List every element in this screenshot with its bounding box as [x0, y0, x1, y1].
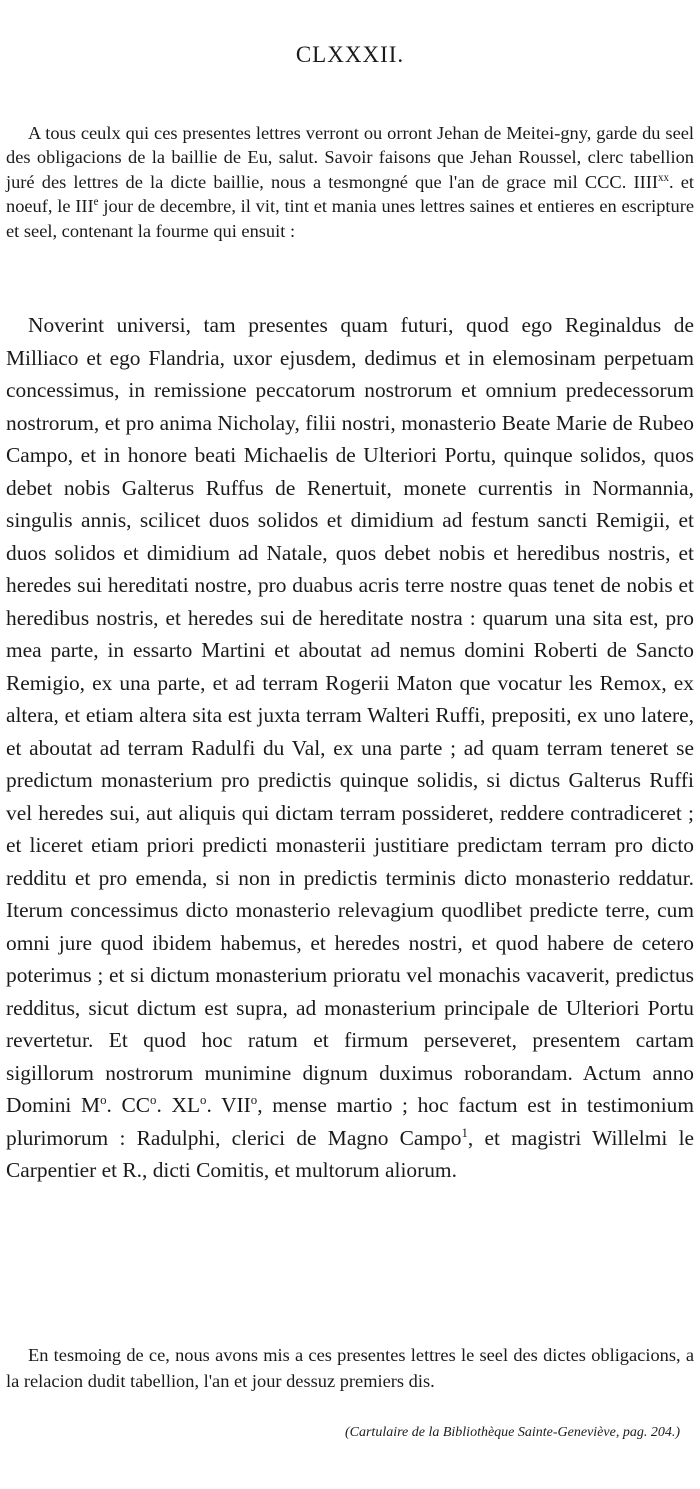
charter-number-heading: CLXXXII.: [295, 42, 405, 67]
source-citation: (Cartulaire de la Bibliothèque Sainte-Geneviève, pag. 204.): [344, 1425, 680, 1440]
superscript: o: [150, 1092, 157, 1107]
text-run: . et noeuf, le: [6, 171, 695, 217]
text-run: . VII: [206, 1093, 251, 1117]
text-run: , mense martio ; hoc factum est in testimonium plurimorum : Radulphi, clerici de Magno Campo: [6, 1093, 694, 1150]
charter-paragraph: [6, 309, 694, 1187]
superscript: xx: [657, 171, 669, 184]
superscript: 1: [461, 1125, 468, 1140]
text-run: . XL: [156, 1093, 201, 1117]
text-run: Noverint universi, tam presentes quam futuri, quod ego Reginaldus de Milliaco et ego Flandria, uxor ejusdem, dedimus et in elemosinam perpetuam concessimus, in remissione peccatorum nostrorum et omnium predecessorum nostrorum, et pro anima Nicholay, filii nostri, monasterio Beate Marie de Rubeo Campo, et in honore beati Michaelis de Ulteriori Portu, quinque solidos, quos debet nobis Galterus Ruffus de Renertuit, monete currentis in Normannia, singulis annis, scilicet duos solidos et dimidium ad festum sancti Remigii, et duos solidos et dimidium ad Natale, quos debet nobis et heredibus nostris, et heredes sui hereditati nostre, pro duabus acris terre nostre quas tenet de nobis et heredibus nostris, et heredes sui de hereditate nostra : quarum una sita est, pro mea parte, in essarto Martini et aboutat ad nemus domini Roberti de Sancto Remigio, ex una parte, et ad terram Rogerii Maton que vocatur les Remox, ex altera, et etiam altera sita est juxta terram Walteri Ruffi, prepositi, ex uno latere, et aboutat ad terram Radulfi du Val, ex una parte ; ad quam terram teneret se predictum monasterium pro predictis quinque solidis, si dictus Galterus Ruffi vel heredes sui, aut aliquis qui dictam terram possideret, reddere contradiceret ; et liceret etiam priori predicti monasterii justitiare predictam terram pro dicto redditu et pro emenda, si non in predictis terminis dicto monasterio reddatur. Iterum concessimus dicto monasterio relevagium quodlibet predicte terre, cum omni jure quod ibidem habemus, et heredes nostri, et quod habere de cetero poterimus ; et si dictum monasterium prioratu vel monachis vacaverit, predictus redditus, sicut dictum est supra, ad monasterium principale de Ulteriori Portu revertetur. Et quod hoc ratum et firmum perseveret, presentem cartam sigillorum nostrorum munimine dignum duximus roborandam. Actum anno Domini M: [6, 313, 694, 1117]
closing-paragraph: En tesmoing de ce, nous avons mis a ces presentes lettres le seel des dictes obligacions, a la relacion dudit tabellion, l'an et jour dessuz premiers dis.: [6, 1345, 694, 1391]
superscript: e: [93, 196, 99, 209]
intro-paragraph: [6, 121, 694, 243]
text-run: III: [75, 196, 94, 217]
superscript: o: [250, 1092, 258, 1107]
text-run: , et magistri Willelmi le Carpentier et R., dicti Comitis, et multorum aliorum.: [6, 1125, 695, 1182]
text-run: . CC: [106, 1093, 151, 1117]
text-run: A tous ceulx qui ces presentes lettres verront ou orront Jehan de Meitei-gny, garde du seel des obligacions de la baillie de Eu, salut. Savoir faisons que Jehan Roussel, clerc tabellion juré des lettres de la dicte baillie, nous a tesmongné que l'an de grace mil CCC. IIII: [6, 123, 694, 192]
superscript: o: [100, 1092, 107, 1107]
text-run: jour de decembre, il vit, tint et mania unes lettres saines et entieres en escripture et seel, contenant la fourme qui ensuit :: [6, 196, 694, 241]
superscript: o: [200, 1092, 207, 1107]
